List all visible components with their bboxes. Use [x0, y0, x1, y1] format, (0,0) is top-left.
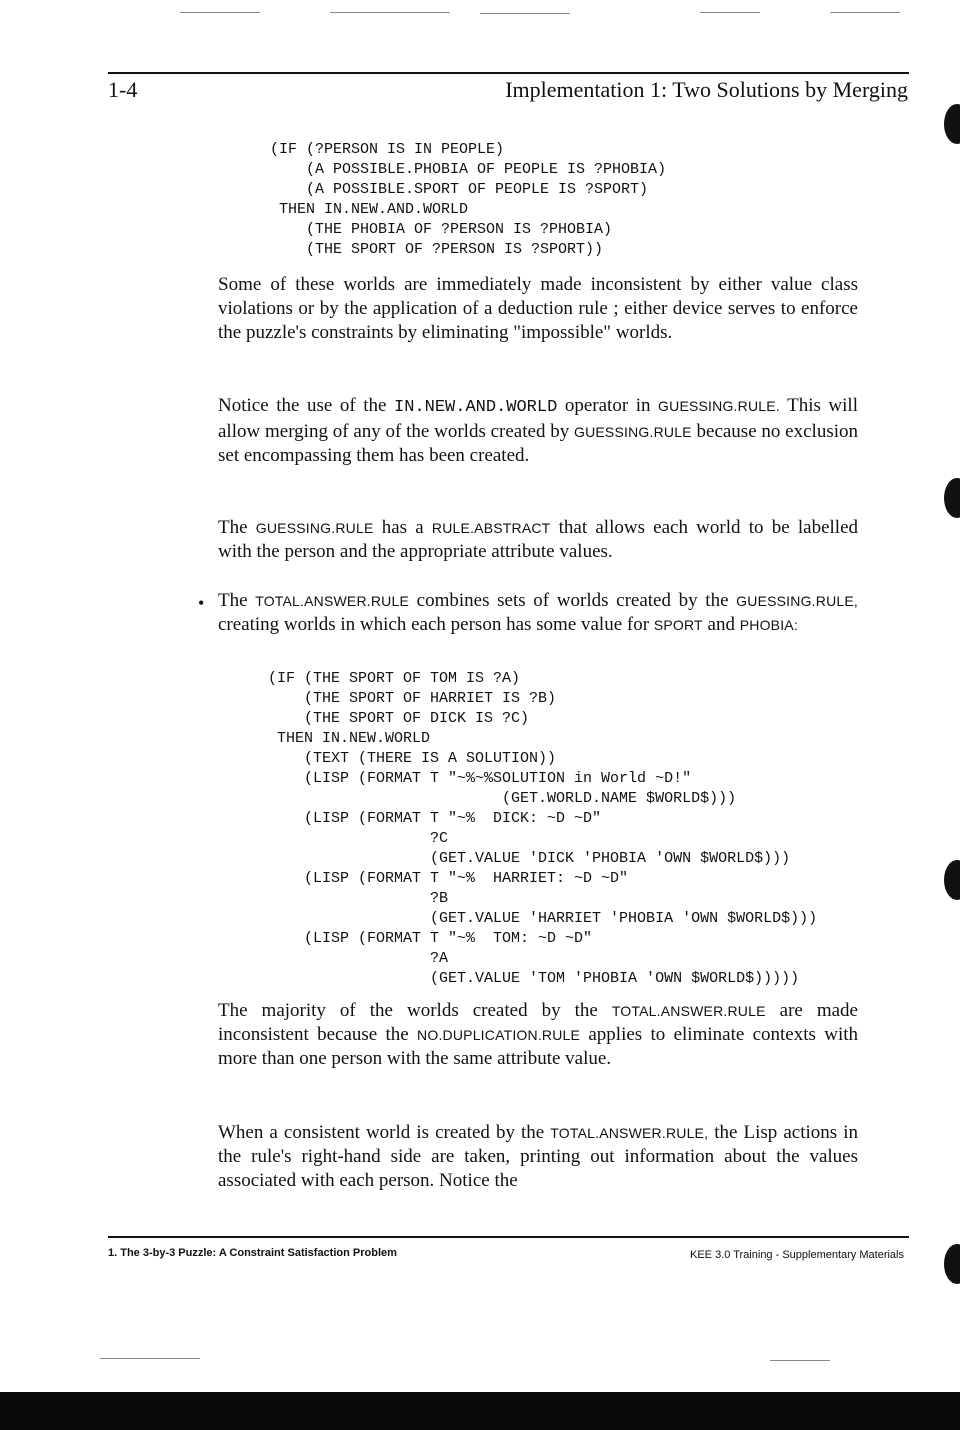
code-line: (LISP (FORMAT T "~%~%SOLUTION in World ~D!"	[268, 770, 692, 787]
code-line: (LISP (FORMAT T "~% DICK: ~D ~D"	[268, 810, 602, 827]
paragraph-inconsistent-worlds: Some of these worlds are immediately made inconsistent by either value class violations or by the application of a deduction rule ; either device serves to enforce the puzzle's constraints by eliminating "impossible" worlds.	[218, 274, 858, 343]
code-line: (TEXT (THERE IS A SOLUTION))	[268, 750, 557, 767]
code-line: (GET.VALUE 'DICK 'PHOBIA 'OWN $WORLD$)))	[268, 850, 791, 867]
footer-chapter: 1. The 3-by-3 Puzzle: A Constraint Satisfaction Problem	[108, 1247, 397, 1259]
footer-rule	[108, 1236, 909, 1238]
text: that allows each world to be labelled with the person and the appropriate attribute values.	[218, 517, 858, 562]
operator-name: IN.NEW.AND.WORLD	[394, 398, 558, 417]
footer-course: KEE 3.0 Training - Supplementary Materials	[690, 1249, 904, 1261]
scan-border	[0, 1392, 960, 1430]
code-block-total-answer-rule	[268, 669, 817, 989]
code-line: (IF (?PERSON IS IN PEOPLE)	[270, 141, 505, 158]
rule-name: GUESSING.RULE.	[658, 398, 780, 414]
rule-name: GUESSING.RULE,	[736, 593, 858, 609]
text: the Lisp actions in the rule's right-hand side are taken, printing out information about the values associated with each person. Notice the	[218, 1122, 858, 1191]
rule-abstract-name: RULE.ABSTRACT	[431, 520, 551, 536]
code-line: (LISP (FORMAT T "~% HARRIET: ~D ~D"	[268, 870, 629, 887]
text: The	[218, 590, 256, 611]
text: are made inconsistent because the	[218, 1000, 858, 1045]
code-line: (THE SPORT OF DICK IS ?C)	[268, 710, 530, 727]
bullet-marker: •	[198, 593, 205, 613]
scan-speck	[180, 12, 260, 13]
text: has a	[373, 517, 432, 538]
header-rule	[108, 72, 909, 74]
punch-hole	[944, 104, 960, 144]
paragraph-consistent-world	[218, 1121, 858, 1193]
slot-name: SPORT	[653, 617, 703, 633]
code-line: (LISP (FORMAT T "~% TOM: ~D ~D"	[268, 930, 593, 947]
rule-name: TOTAL.ANSWER.RULE	[255, 593, 410, 609]
code-line: (GET.VALUE 'HARRIET 'PHOBIA 'OWN $WORLD$)))	[268, 910, 818, 927]
code-line: (THE PHOBIA OF ?PERSON IS ?PHOBIA)	[270, 221, 613, 238]
rule-name: TOTAL.ANSWER.RULE,	[550, 1125, 709, 1141]
slot-name: PHOBIA:	[739, 617, 798, 633]
code-line: THEN IN.NEW.WORLD	[268, 730, 431, 747]
text: because no exclusion set encompassing them has been created.	[218, 421, 858, 466]
code-line: (A POSSIBLE.SPORT OF PEOPLE IS ?SPORT)	[270, 181, 649, 198]
code-block-guessing-rule	[270, 140, 666, 260]
code-line: THEN IN.NEW.AND.WORLD	[270, 201, 469, 218]
code-line: (GET.WORLD.NAME $WORLD$)))	[268, 790, 737, 807]
text: Notice the use of the	[218, 395, 395, 416]
scan-speck	[480, 13, 570, 14]
text: creating worlds in which each person has some value for	[218, 614, 654, 635]
code-line: ?B	[268, 890, 449, 907]
scan-speck	[100, 1358, 200, 1359]
rule-name: NO.DUPLICATION.RULE	[417, 1027, 581, 1043]
paragraph-in-new-and-world	[218, 394, 858, 468]
code-line: (A POSSIBLE.PHOBIA OF PEOPLE IS ?PHOBIA)	[270, 161, 667, 178]
scan-speck	[700, 12, 760, 13]
text: The	[218, 517, 256, 538]
text: When a consistent world is created by the	[218, 1122, 551, 1143]
bullet-total-answer-rule	[218, 589, 858, 637]
scan-speck	[770, 1360, 830, 1361]
rule-name: GUESSING.RULE	[255, 520, 374, 536]
text: combines sets of worlds created by the	[409, 590, 737, 611]
text: The majority of the worlds created by the	[218, 1000, 612, 1021]
punch-hole	[944, 860, 960, 900]
scan-speck	[330, 12, 450, 13]
punch-hole	[944, 478, 960, 518]
rule-name: TOTAL.ANSWER.RULE	[611, 1003, 766, 1019]
code-line: (THE SPORT OF HARRIET IS ?B)	[268, 690, 557, 707]
text: applies to eliminate contexts with more than one person with the same attribute value.	[218, 1024, 859, 1069]
rule-name: GUESSING.RULE	[573, 424, 692, 440]
code-line: ?A	[268, 950, 449, 967]
page-number: 1-4	[108, 77, 138, 102]
paragraph-rule-abstract	[218, 516, 858, 564]
code-line: ?C	[268, 830, 449, 847]
punch-hole	[944, 1244, 960, 1284]
text: This will allow merging of any of the worlds created by	[218, 395, 858, 442]
code-line: (THE SPORT OF ?PERSON IS ?SPORT))	[270, 241, 604, 258]
page-title: Implementation 1: Two Solutions by Merging	[505, 77, 908, 102]
text: operator in	[557, 395, 659, 416]
scan-speck	[830, 12, 900, 13]
paragraph-no-duplication	[218, 999, 858, 1071]
text: and	[702, 614, 740, 635]
code-line: (GET.VALUE 'TOM 'PHOBIA 'OWN $WORLD$)))))	[268, 970, 800, 987]
code-line: (IF (THE SPORT OF TOM IS ?A)	[268, 670, 521, 687]
